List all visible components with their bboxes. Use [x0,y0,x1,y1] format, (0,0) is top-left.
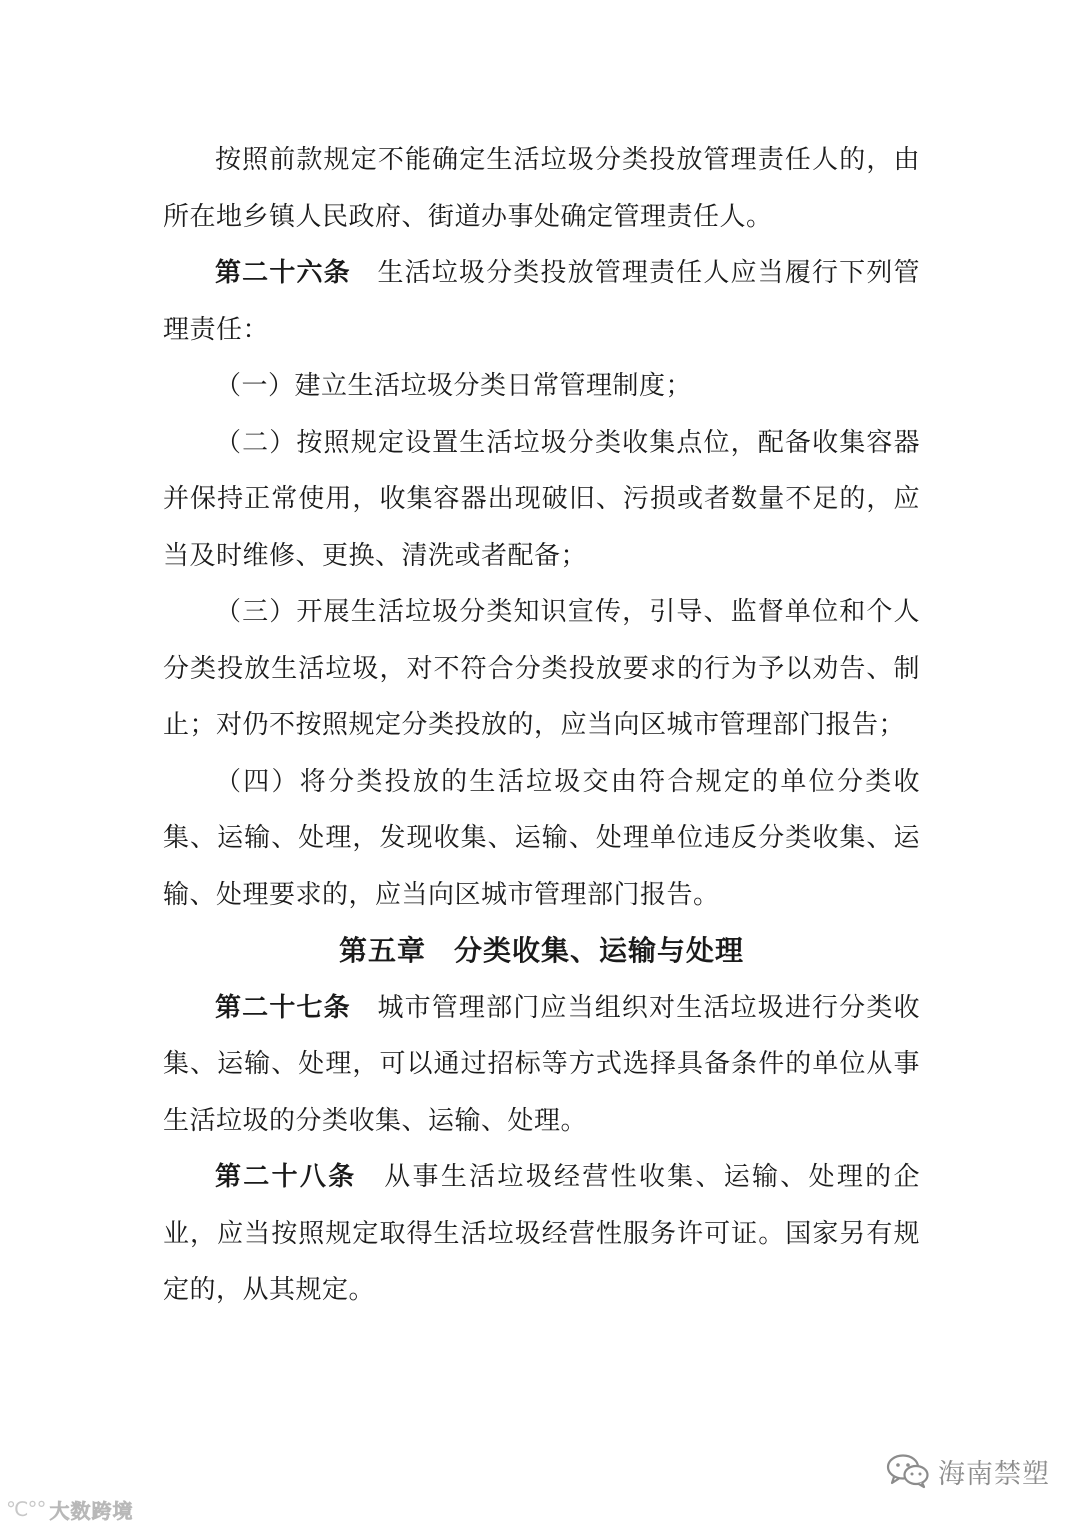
site-watermark [6,1492,133,1526]
paragraph-text: 按照前款规定不能确定生活垃圾分类投放管理责任人的，由所在地乡镇人民政府、街道办事处确定管理责任人。 [163,145,920,232]
article-number: 第二十八条 [215,1162,357,1192]
chapter-heading [163,923,920,980]
article-28 [163,1149,920,1319]
wechat-watermark [886,1447,1050,1495]
watermark-source-name: 海南禁塑 [938,1458,1050,1490]
article-text: 城市管理部门应当组织对生活垃圾进行分类收集、运输、处理，可以通过招标等方式选择具备条件的单位从事生活垃圾的分类收集、运输、处理。 [163,992,920,1136]
article-number: 第二十七条 [215,992,351,1023]
list-item-1 [163,358,920,415]
chapter-number: 第五章 [338,934,426,967]
list-item-text: （四）将分类投放的生活垃圾交由符合规定的单位分类收集、运输、处理，发现收集、运输、处理单位违反分类收集、运输、处理要求的，应当向区城市管理部门报告。 [163,766,920,910]
watermark-site-name: 大数跨境 [49,1498,134,1523]
list-item-4 [163,754,920,924]
list-item-text: （三）开展生活垃圾分类知识宣传，引导、监督单位和个人分类投放生活垃圾，对不符合分类投放要求的行为予以劝告、制止；对仍不按照规定分类投放的，应当向区城市管理部门报告； [163,597,920,740]
list-item-2 [163,415,920,585]
article-number: 第二十六条 [215,258,351,288]
document-body [163,132,920,1319]
article-text: 从事生活垃圾经营性收集、运输、处理的企业，应当按照规定取得生活垃圾经营性服务许可证。国家另有规定的，从其规定。 [163,1162,920,1305]
list-item-text: （一）建立生活垃圾分类日常管理制度； [215,371,693,401]
article-text: 生活垃圾分类投放管理责任人应当履行下列管理责任： [163,258,920,345]
article-27 [163,980,920,1150]
article-26 [163,245,920,358]
site-logo-icon: ℃°° [6,1497,46,1521]
wechat-icon [886,1453,930,1489]
chapter-title: 分类收集、运输与处理 [454,934,745,967]
list-item-text: （二）按照规定设置生活垃圾分类收集点位，配备收集容器并保持正常使用，收集容器出现破旧、污损或者数量不足的，应当及时维修、更换、清洗或者配备； [163,427,920,571]
list-item-3 [163,584,920,754]
paragraph-continuation [163,132,920,245]
